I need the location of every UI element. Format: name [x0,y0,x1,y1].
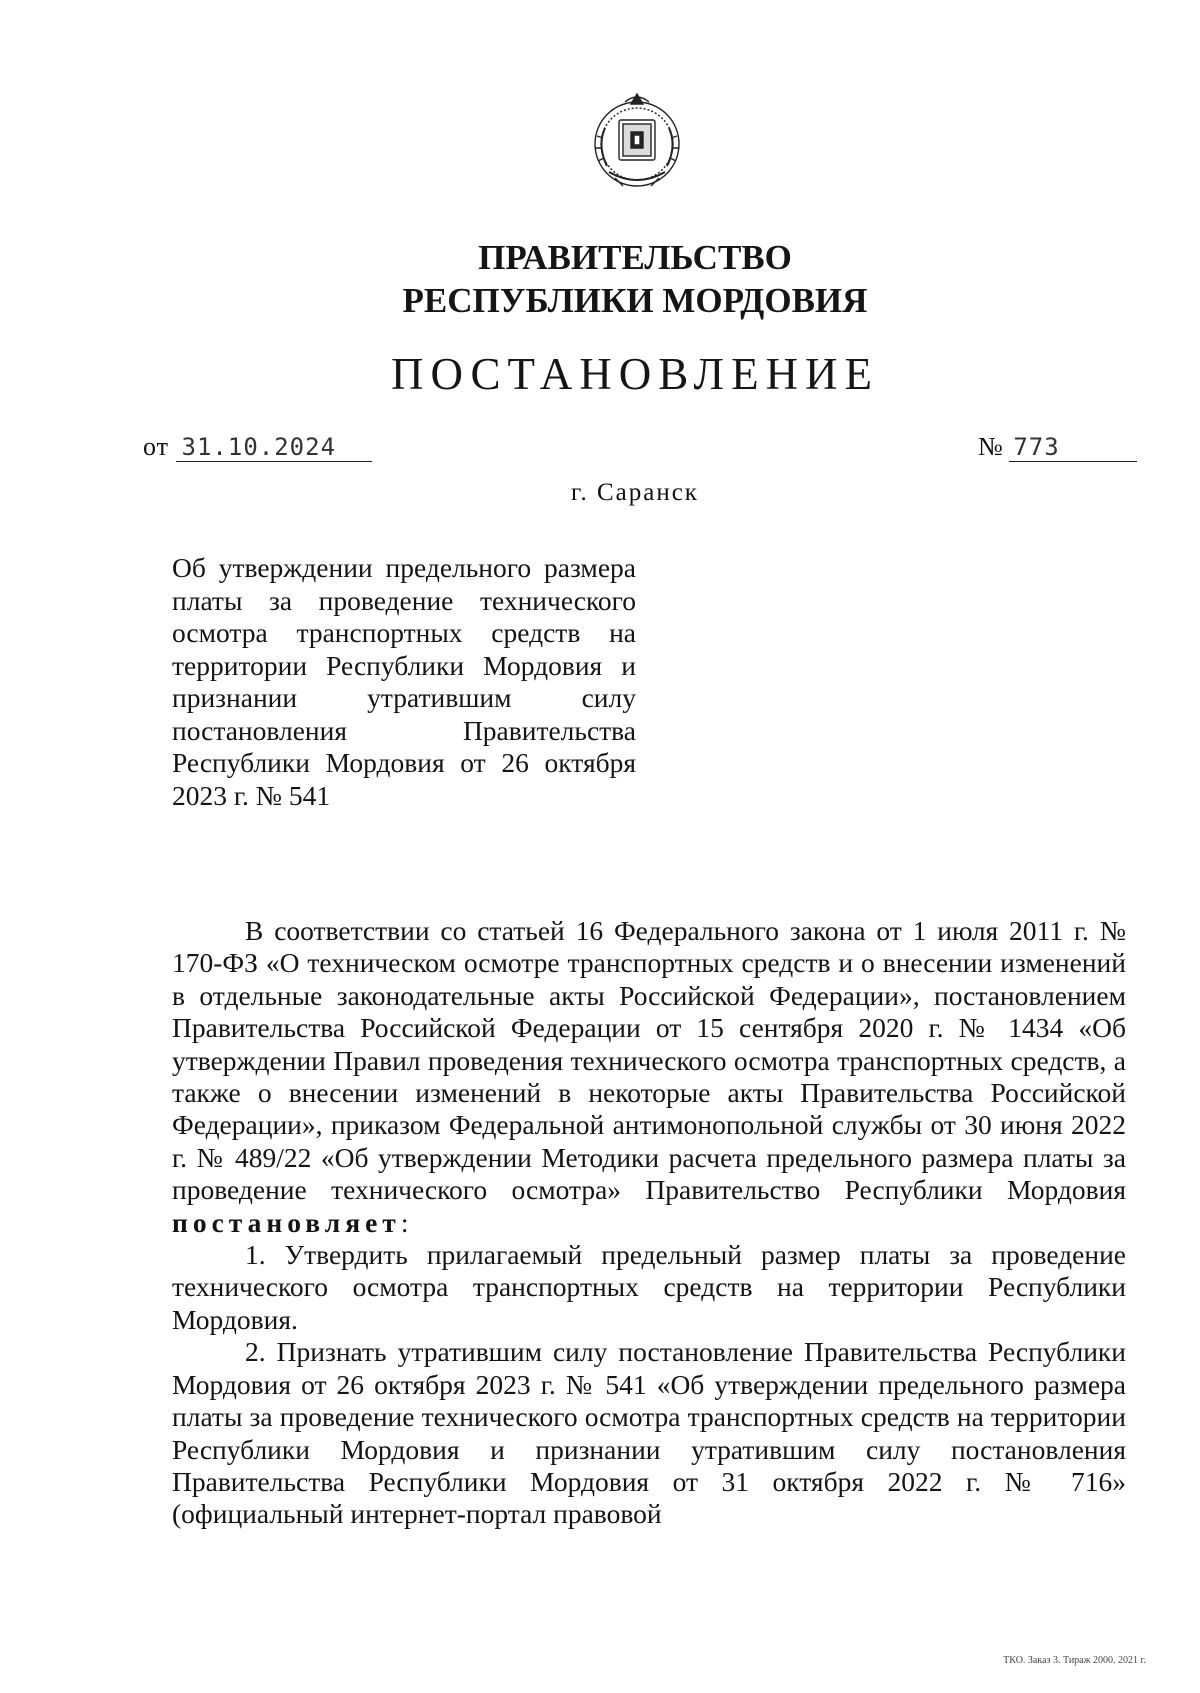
issuer-line-2: РЕСПУБЛИКИ МОРДОВИЯ [402,281,868,320]
city-line: г. Саранск [571,479,699,506]
item-2-paragraph: 2. Признать утратившим силу постановление Правительства Республики Мордовия от 26 октября 2023 г. № 541 «Об утверждении предельного размера платы за проведение технического осмотра транспортных средств на территории Республики Мордовия и признании утратившим силу постановления Правительства Республики Мордовия от 31 октября 2022 г. № 716» (официальный интернет-портал правовой [172,1336,1126,1530]
number-prefix: № [978,432,1003,461]
date-line [143,432,372,462]
document-body [172,915,1126,1531]
item-1-paragraph: 1. Утвердить прилагаемый предельный размер платы за проведение технического осмотра транспортных средств на территории Республики Мордовия. [172,1239,1126,1335]
number-line [978,432,1137,462]
print-imprint: ТКО. Заказ 3. Тираж 2000. 2021 г. [1003,1655,1146,1666]
preamble-text: В соответствии со статьей 16 Федерального закона от 1 июля 2011 г. № 170-ФЗ «О техническом осмотре транспортных средств и о внесении изменений в отдельные законодательные акты Российской Федерации», постановлением Правительства Российской Федерации от 15 сентября 2020 г. № 1434 «Об утверждении Правил проведения технического осмотра транспортных средств, а также о внесении изменений в некоторые акты Правительства Российской Федерации», приказом Федеральной антимонопольной службы от 30 июня 2022 г. № 489/22 «Об утверждении Методики расчета предельного размера платы за проведение технического осмотра» Правительство Республики Мордовия [172,915,1126,1206]
resolves-colon: : [400,1206,409,1238]
document-number: 773 [1009,433,1137,462]
coat-of-arms-icon [585,88,689,194]
resolves-word: постановляет [172,1206,401,1238]
issuer-heading [0,236,1200,322]
preamble-paragraph [172,915,1126,1239]
document-date: 31.10.2024 [176,433,372,462]
date-prefix: от [143,432,170,461]
document-subject: Об утверждении предельного размера платы за проведение технического осмотра транспортных средств на территории Республики Мордовия и признании утратившим силу постановления Правительства Республики Мордовия от 26 октября 2023 г. № 541 [172,552,636,811]
issuer-line-1: ПРАВИТЕЛЬСТВО [478,238,792,277]
document-type-title: ПОСТАНОВЛЕНИЕ [390,349,880,399]
